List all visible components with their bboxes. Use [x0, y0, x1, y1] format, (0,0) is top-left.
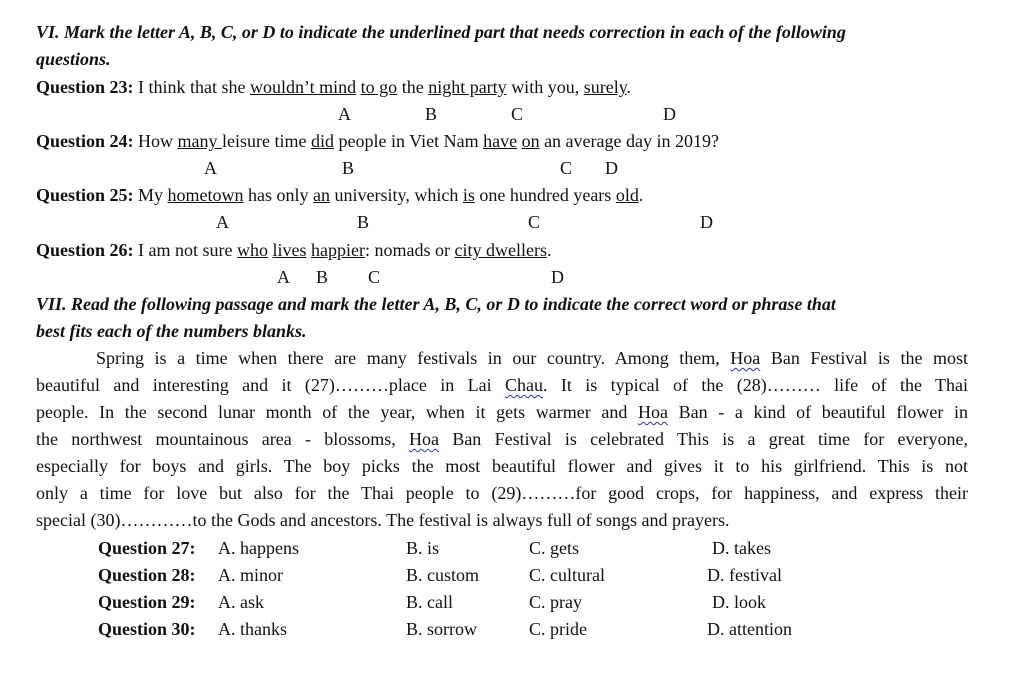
underlined-option-a: hometown — [167, 185, 244, 205]
letter-a: A — [277, 267, 290, 287]
section-6-heading: VI. Mark the letter A, B, C, or D to indicate the underlined part that needs correction in each of the following — [36, 22, 846, 42]
passage-text: Ban Festival is celebrated This is a great time for everyone, — [439, 429, 968, 449]
question-text: I think that she — [133, 77, 250, 97]
option-d: D. festival — [707, 565, 782, 585]
spellcheck-word: Hoa — [730, 348, 761, 368]
option-a: A. happens — [218, 538, 299, 558]
letter-c: C — [368, 267, 381, 287]
underlined-option-a: wouldn’t mind — [250, 77, 357, 97]
underlined-option-a: who — [237, 240, 268, 260]
letter-d: D — [551, 267, 564, 287]
letter-c: C — [511, 104, 524, 124]
question-label: Question 29: — [98, 592, 196, 612]
question-label: Question 26: — [36, 240, 134, 260]
underlined-option-b: to go — [360, 77, 398, 97]
letter-c: C — [560, 158, 573, 178]
passage-line — [36, 428, 968, 450]
question-text: : nomads or — [364, 240, 455, 260]
question-text: university, which — [330, 185, 463, 205]
passage-text: the northwest mountainous area - blossoms, — [36, 429, 410, 449]
passage-text: people. In the second lunar month of the year, when it gets warmer and — [36, 402, 638, 422]
question-text: an average day in 2019? — [539, 131, 719, 151]
letter-d: D — [605, 158, 618, 178]
underlined-option-d: on — [521, 131, 540, 151]
question-text: . — [626, 77, 632, 97]
option-a: A. ask — [218, 592, 264, 612]
letter-a: A — [204, 158, 217, 178]
question-text: My — [133, 185, 168, 205]
underlined-option-d: surely — [583, 77, 627, 97]
spellcheck-word: Chau — [505, 375, 543, 395]
option-d: D. attention — [707, 619, 792, 639]
question-text: with you, — [506, 77, 584, 97]
underlined-option-b: lives — [272, 240, 307, 260]
question-label: Question 23: — [36, 77, 134, 97]
passage-line — [36, 347, 968, 369]
spellcheck-word: Hoa — [409, 429, 440, 449]
passage-line: only a time for love but also for the Thai people to (29)………for good crops, for happiness, and express their — [36, 483, 968, 503]
option-c: C. gets — [529, 538, 580, 558]
letter-b: B — [425, 104, 438, 124]
option-d: D. takes — [712, 538, 771, 558]
passage-text: . It is typical of the (28)……… life of the Thai — [543, 375, 968, 395]
question-text: one hundred years — [474, 185, 616, 205]
option-b: B. call — [406, 592, 453, 612]
question-label: Question 30: — [98, 619, 196, 639]
question-label: Question 25: — [36, 185, 134, 205]
question-text: . — [638, 185, 644, 205]
passage-text: Ban - a kind of beautiful flower in — [667, 402, 968, 422]
option-c: C. cultural — [529, 565, 605, 585]
question-text: has only — [243, 185, 314, 205]
spellcheck-word: Hoa — [637, 402, 668, 422]
letter-a: A — [216, 212, 229, 232]
underlined-option-d: city dwellers — [454, 240, 547, 260]
underlined-option-c: happier — [311, 240, 365, 260]
underlined-option-c: is — [462, 185, 475, 205]
letter-a: A — [338, 104, 351, 124]
passage-line: special (30)…………to the Gods and ancestors. The festival is always full of songs and prayers. — [36, 510, 730, 530]
question-text: I am not sure — [133, 240, 237, 260]
section-7-heading-cont: best fits each of the numbers blanks. — [36, 321, 307, 341]
section-7-heading: VII. Read the following passage and mark the letter A, B, C, or D to indicate the correct word or phrase that — [36, 294, 836, 314]
passage-text: beautiful and interesting and it (27)………place in Lai — [36, 375, 505, 395]
passage-text: Spring is a time when there are many festivals in our country. Among them, — [96, 348, 731, 368]
question-text: people in Viet Nam — [334, 131, 484, 151]
letter-b: B — [357, 212, 370, 232]
underlined-option-d: old — [615, 185, 639, 205]
option-b: B. custom — [406, 565, 480, 585]
underlined-option-b: an — [313, 185, 331, 205]
option-c: C. pray — [529, 592, 582, 612]
question-text: the — [397, 77, 429, 97]
letter-c: C — [528, 212, 541, 232]
passage-line — [36, 374, 968, 396]
question-text: How — [133, 131, 178, 151]
option-a: A. minor — [218, 565, 283, 585]
option-a: A. thanks — [218, 619, 287, 639]
letter-b: B — [342, 158, 355, 178]
underlined-option-a: many — [177, 131, 223, 151]
underlined-option-c: have — [483, 131, 518, 151]
question-label: Question 24: — [36, 131, 134, 151]
option-c: C. pride — [529, 619, 587, 639]
option-d: D. look — [712, 592, 766, 612]
question-text: . — [546, 240, 552, 260]
question-label: Question 27: — [98, 538, 196, 558]
section-6-heading-cont: questions. — [36, 49, 111, 69]
letter-d: D — [700, 212, 713, 232]
letter-b: B — [316, 267, 329, 287]
option-b: B. is — [406, 538, 440, 558]
question-text: leisure time — [222, 131, 311, 151]
option-b: B. sorrow — [406, 619, 477, 639]
underlined-option-b: did — [311, 131, 335, 151]
passage-line — [36, 401, 968, 423]
letter-d: D — [663, 104, 676, 124]
passage-line: especially for boys and girls. The boy picks the most beautiful flower and gives it to his girlfriend. This is not — [36, 456, 968, 476]
question-label: Question 28: — [98, 565, 196, 585]
underlined-option-c: night party — [428, 77, 507, 97]
passage-text: Ban Festival is the most — [760, 348, 968, 368]
